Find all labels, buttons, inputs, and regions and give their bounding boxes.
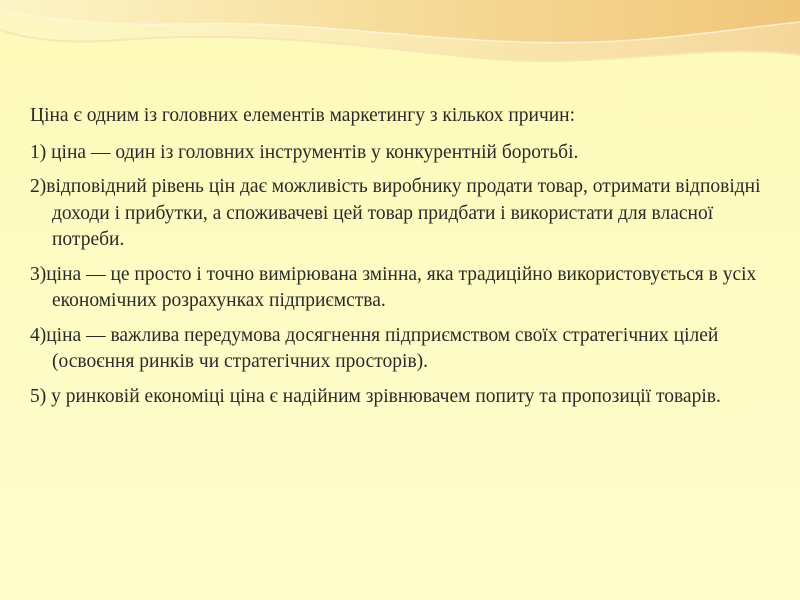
intro-paragraph: Ціна є одним із головних елементів маркетингу з кількох причин: — [30, 105, 576, 126]
reason-4: 4)ціна — важлива передумова досягнення підприємством своїх стратегічних цілей (освоєння ринків чи стратегічних просторів). — [30, 324, 719, 372]
wave-decoration — [0, 0, 800, 90]
reason-1: 1) ціна — один із головних інструментів у конкурентній боротьбі. — [30, 141, 579, 163]
reason-5: 5) у ринковій економіці ціна є надійним зрівнювачем попиту та пропозиції товарів. — [30, 385, 721, 407]
reason-3: 3)ціна — це просто і точно вимірювана змінна, яка традиційно використовується в усіх економічних розрахунках підприємства. — [30, 263, 757, 311]
slide-body — [30, 103, 790, 418]
reason-2: 2)відповідний рівень цін дає можливість виробнику продати товар, отримати відповідні доходи і прибутки, а споживачеві цей товар придбати і використати для власної потреби. — [30, 176, 761, 250]
